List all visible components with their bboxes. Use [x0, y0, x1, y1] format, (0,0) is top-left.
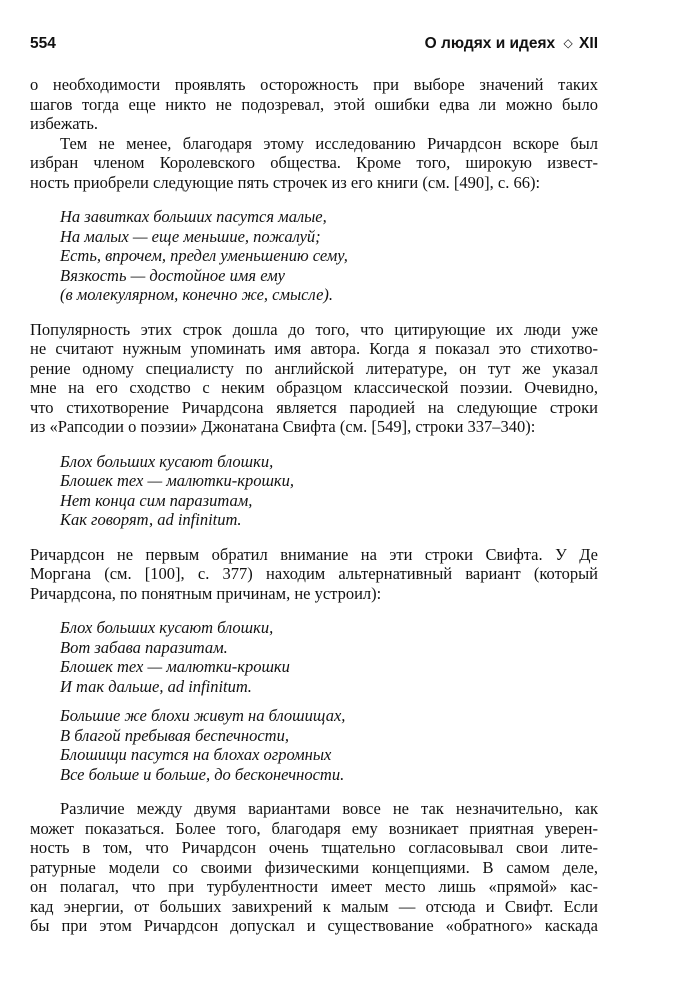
verse-de-morgan	[60, 618, 598, 784]
page-body	[30, 75, 598, 936]
text-line: из «Рапсодии о поэзии» Джонатана Свифта (см. [549], строки 337–340):	[30, 417, 536, 436]
verse-swift	[60, 452, 598, 530]
text-line: рение одному специалисту по английской литературе, он тут же указал	[30, 358, 598, 378]
verse-line: В благой пребывая беспечности,	[60, 725, 289, 745]
diamond-separator-icon: ◇	[563, 36, 573, 50]
text-line: о необходимости проявлять осторожность при выборе значений таких	[30, 75, 598, 94]
text-line: бы при этом Ричардсон допускал и существование «обратного» каскада	[30, 916, 598, 935]
text-line: мне на его сходство с неким образцом классической поэзии. Очевидно,	[30, 378, 598, 397]
verse-line: Вот забава паразитам.	[60, 637, 228, 657]
text-line: Моргана (см. [100], с. 377) находим альтернативный вариант (который	[30, 564, 598, 583]
text-line: не считают нужным упоминать имя автора. Когда я показал это стихотво-	[30, 339, 598, 358]
text-line: ратурные модели со своими физическими концепциями. В самом деле,	[30, 857, 598, 877]
paragraph-4	[30, 545, 598, 604]
text-line: ность в том, что Ричардсон очень тщательно согласовывал свои лите-	[30, 838, 598, 857]
verse-line: На завитках больших пасутся малые,	[60, 207, 327, 226]
verse-line: Блох больших кусают блошки,	[60, 451, 274, 471]
verse-line: Вязкость — достойное имя ему	[60, 265, 285, 285]
paragraph-2	[30, 134, 598, 193]
verse-line: На малых — еще меньшие, пожалуй;	[60, 226, 321, 246]
verse-line: Большие же блохи живут на блошищах,	[60, 706, 346, 725]
text-line: шагов тогда еще никто не подозревал, этой ошибки едва ли можно было	[30, 94, 598, 114]
stanza-gap	[60, 696, 598, 706]
verse-line: Как говорят, ad infinitum.	[60, 510, 242, 529]
running-title: О людях и идеях	[424, 35, 556, 52]
verse-line: И так дальше, ad infinitum.	[60, 676, 252, 696]
verse-line: Блох больших кусают блошки,	[60, 618, 274, 637]
text-line: избежать.	[30, 114, 99, 133]
text-line: Ричардсон не первым обратил внимание на эти строки Свифта. У Де	[30, 544, 598, 564]
chapter-number: XII	[579, 35, 598, 52]
text-line: что стихотворение Ричардсона является пародией на следующие строки	[30, 397, 598, 417]
text-line: может показаться. Более того, благодаря ему возникает приятная уверен-	[30, 818, 598, 838]
paragraph-3	[30, 320, 598, 437]
page-number: 554	[30, 35, 56, 52]
text-line: Ричардсона, по понятным причинам, не устроил):	[30, 583, 382, 603]
paragraph-5	[30, 799, 598, 936]
running-head	[425, 35, 598, 53]
text-line: кад энергии, от больших завихрений к малым — отсюда и Свифт. Если	[30, 896, 598, 916]
verse-line: Блошек тех — малютки-крошки,	[60, 471, 295, 490]
verse-line: Блошек тех — малютки-крошки	[60, 657, 290, 676]
verse-line: Нет конца сим паразитам,	[60, 490, 253, 510]
verse-line: Все больше и больше, до бесконечности.	[60, 764, 345, 784]
paragraph-1	[30, 75, 598, 134]
text-line: избран членом Королевского общества. Кроме того, широкую извест-	[30, 153, 598, 172]
text-line: Популярность этих строк дошла до того, что цитирующие их люди уже	[30, 319, 598, 339]
text-line: Тем не менее, благодаря этому исследованию Ричардсон вскоре был	[60, 133, 598, 153]
text-line: ность приобрели следующие пять строчек из его книги (см. [490], с. 66):	[30, 172, 541, 192]
verse-richardson	[60, 207, 598, 305]
text-line: он полагал, что при турбулентности имеет место лишь «прямой» кас-	[30, 877, 598, 896]
verse-line: (в молекулярном, конечно же, смысле).	[60, 285, 334, 304]
page-header	[30, 35, 598, 55]
verse-line: Есть, впрочем, предел уменьшению сему,	[60, 246, 348, 265]
verse-line: Блошищи пасутся на блохах огромных	[60, 745, 332, 764]
text-line: Различие между двумя вариантами вовсе не так незначительно, как	[60, 799, 598, 818]
